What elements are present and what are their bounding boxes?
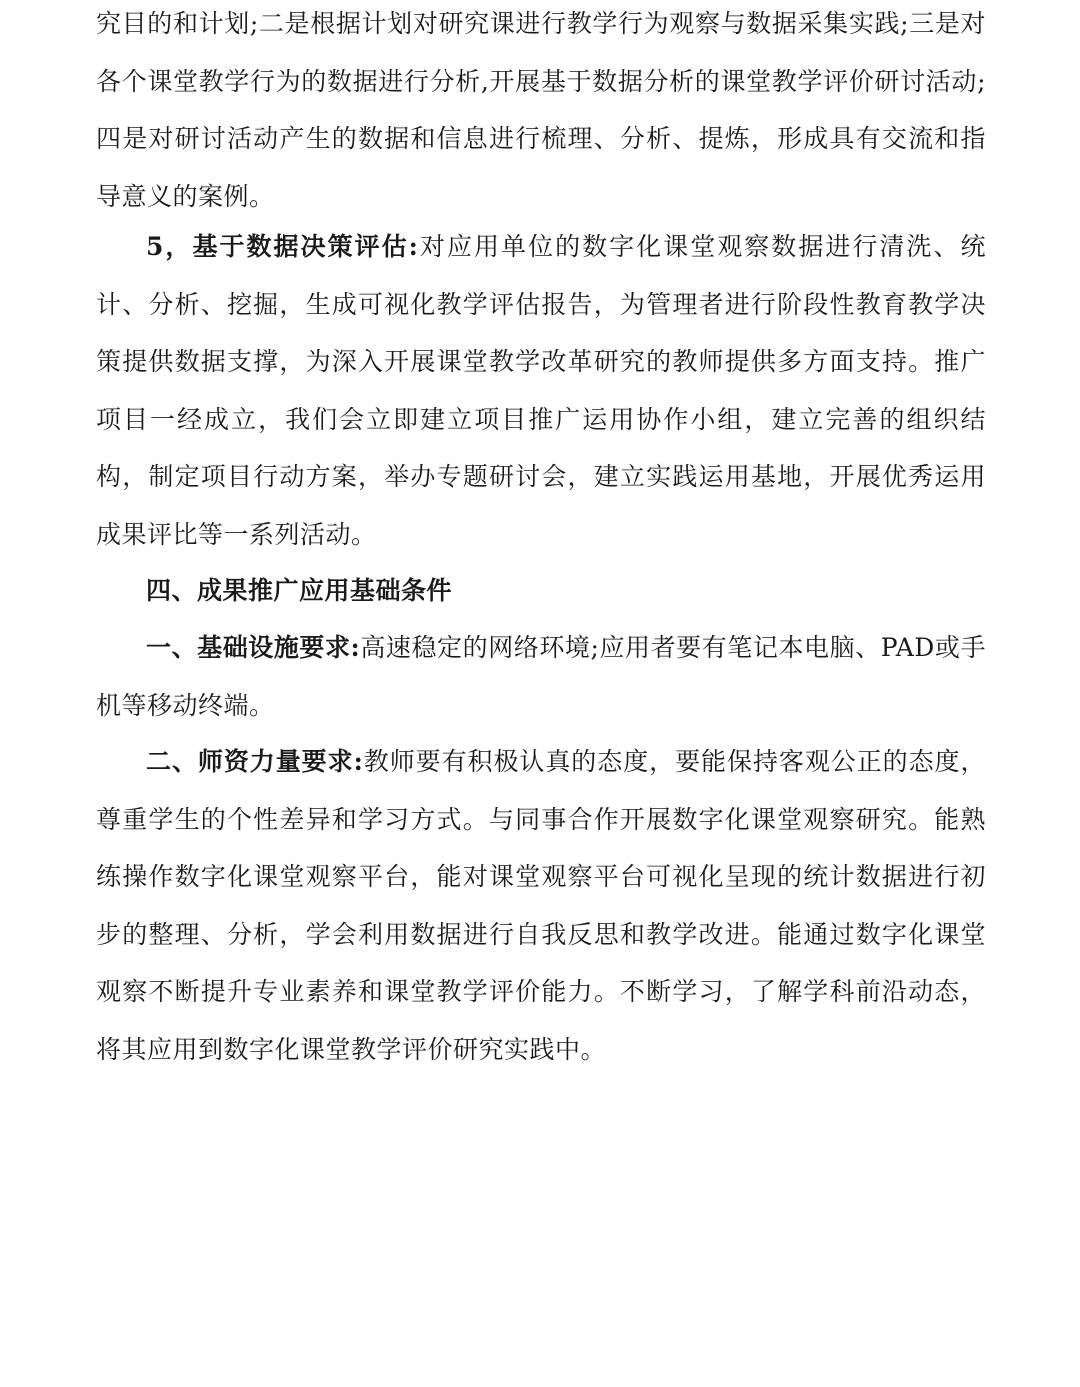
- paragraph-research-steps: [96, 0, 986, 225]
- paragraph-label: 二、师资力量要求:: [146, 747, 364, 776]
- section-heading: 四、成果推广应用基础条件: [146, 576, 453, 605]
- paragraph-teacher-requirements: [96, 733, 986, 1078]
- paragraph-infrastructure: [96, 619, 986, 734]
- paragraph-data-decision: [96, 218, 986, 563]
- paragraph-text: 对应用单位的数字化课堂观察数据进行清洗、统计、分析、挖掘，生成可视化教学评估报告，为管理者进行阶段性教育教学决策提供数据支撑，为深入开展课堂教学改革研究的教师提供多方面支持。推广项目一经成立，我们会立即建立项目推广运用协作小组，建立完善的组织结构，制定项目行动方案，举办专题研讨会，建立实践运用基地，开展优秀运用成果评比等一系列活动。: [96, 232, 986, 549]
- paragraph-label: 一、基础设施要求:: [146, 633, 361, 662]
- paragraph-text: 高速稳定的网络环境;应用者要有笔记本电脑、PAD或手机等移动终端。: [96, 633, 986, 720]
- paragraph-text: 究目的和计划;二是根据计划对研究课进行教学行为观察与数据采集实践;三是对各个课堂教学行为的数据进行分析,开展基于数据分析的课堂教学评价研讨活动;四是对研讨活动产生的数据和信息进行梳理、分析、提炼，形成具有交流和指导意义的案例。: [96, 9, 986, 211]
- paragraph-text: 教师要有积极认真的态度，要能保持客观公正的态度，尊重学生的个性差异和学习方式。与同事合作开展数字化课堂观察研究。能熟练操作数字化课堂观察平台，能对课堂观察平台可视化呈现的统计数据进行初步的整理、分析，学会利用数据进行自我反思和教学改进。能通过数字化课堂观察不断提升专业素养和课堂教学评价能力。不断学习，了解学科前沿动态，将其应用到数字化课堂教学评价研究实践中。: [96, 747, 986, 1064]
- paragraph-label: 5，基于数据决策评估:: [146, 232, 419, 261]
